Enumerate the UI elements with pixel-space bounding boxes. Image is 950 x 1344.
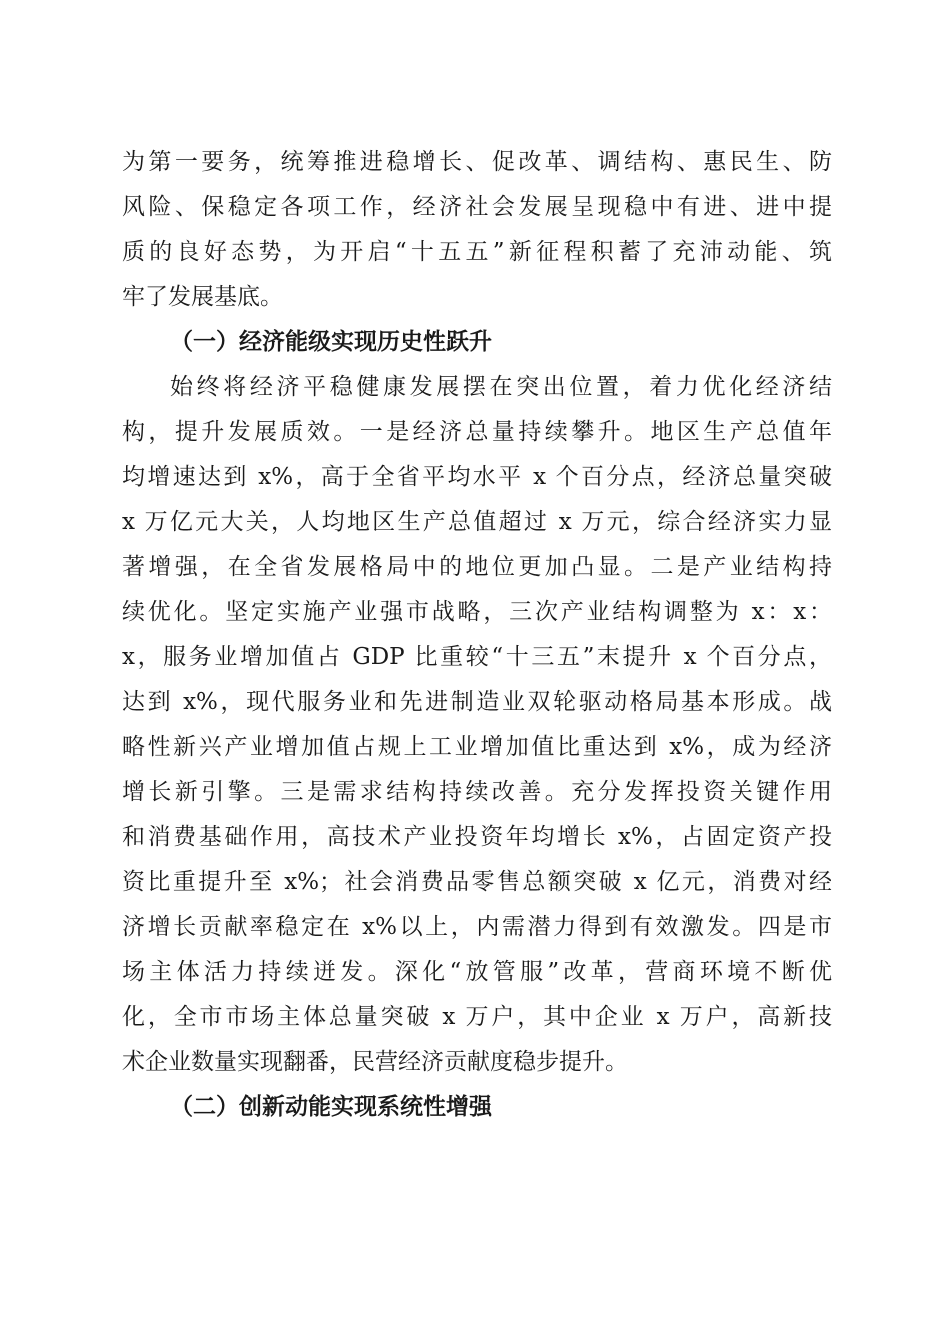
- section-heading-2: （二）创新动能实现系统性增强: [170, 1093, 492, 1120]
- section1-line-7: x，服务业增加值占 GDP 比重较“十三五”末提升 x 个百分点，: [122, 644, 832, 670]
- intro-line-2: 风险、保稳定各项工作，经济社会发展呈现稳中有进、进中提: [122, 194, 832, 220]
- section1-line-12: 资比重提升至 x%；社会消费品零售总额突破 x 亿元，消费对经: [122, 869, 832, 895]
- section1-line-2: 构，提升发展质效。一是经济总量持续攀升。地区生产总值年: [122, 419, 832, 445]
- section-heading-1: （一）经济能级实现历史性跃升: [170, 328, 492, 355]
- section1-line-16: 术企业数量实现翻番，民营经济贡献度稳步提升。: [122, 1049, 628, 1075]
- intro-line-1: 为第一要务，统筹推进稳增长、促改革、调结构、惠民生、防: [122, 149, 832, 175]
- section1-line-3: 均增速达到 x%，高于全省平均水平 x 个百分点，经济总量突破: [122, 464, 832, 490]
- intro-line-3: 质的良好态势，为开启“十五五”新征程积蓄了充沛动能、筑: [122, 239, 832, 265]
- section1-line-5: 著增强，在全省发展格局中的地位更加凸显。二是产业结构持: [122, 554, 832, 580]
- section1-line-8: 达到 x%，现代服务业和先进制造业双轮驱动格局基本形成。战: [122, 689, 832, 715]
- section1-line-10: 增长新引擎。三是需求结构持续改善。充分发挥投资关键作用: [122, 779, 832, 805]
- section1-line-13: 济增长贡献率稳定在 x%以上，内需潜力得到有效激发。四是市: [122, 914, 832, 940]
- section1-line-1: 始终将经济平稳健康发展摆在突出位置，着力优化经济结: [170, 374, 832, 400]
- intro-line-4: 牢了发展基底。: [122, 284, 283, 310]
- section1-line-9: 略性新兴产业增加值占规上工业增加值比重达到 x%，成为经济: [122, 734, 832, 760]
- section1-line-6: 续优化。坚定实施产业强市战略，三次产业结构调整为 x：x：: [122, 599, 832, 625]
- section1-line-4: x 万亿元大关，人均地区生产总值超过 x 万元，综合经济实力显: [122, 509, 832, 535]
- section1-line-14: 场主体活力持续迸发。深化“放管服”改革，营商环境不断优: [122, 959, 832, 985]
- section1-line-15: 化，全市市场主体总量突破 x 万户，其中企业 x 万户，高新技: [122, 1004, 832, 1030]
- section1-line-11: 和消费基础作用，高技术产业投资年均增长 x%，占固定资产投: [122, 824, 832, 850]
